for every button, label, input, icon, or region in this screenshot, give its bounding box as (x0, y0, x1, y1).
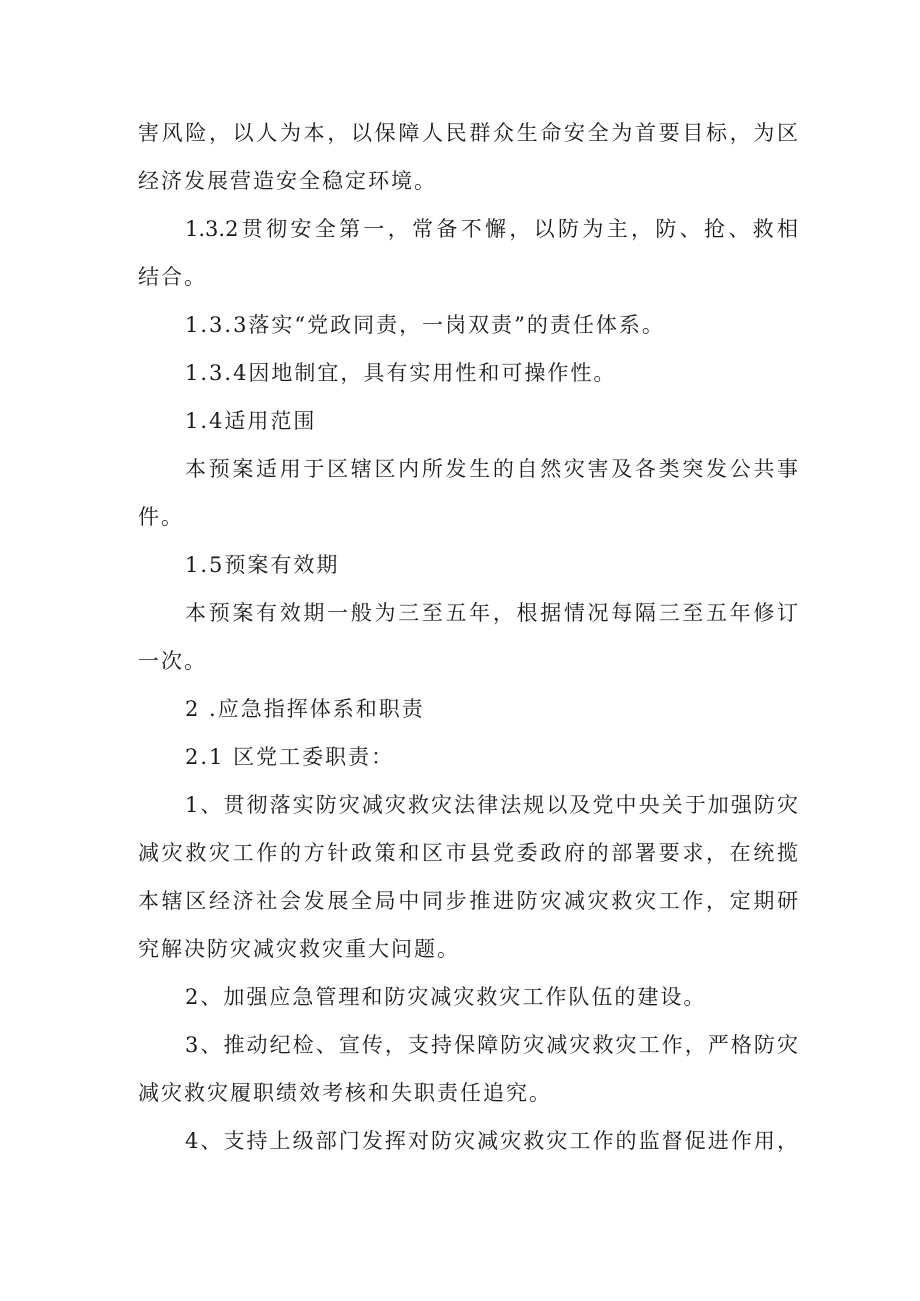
text-line-11: 本预案有效期一般为三至五年，根据情况每隔三至五年修订 (185, 601, 798, 625)
text-line-18: 究解决防灾减灾救灾重大问题。 (138, 937, 460, 961)
section-heading-1-5: 1.5预案有效期 (185, 553, 340, 577)
text-line-12: 一次。 (138, 649, 207, 673)
text-line-8: 本预案适用于区辖区内所发生的自然灾害及各类突发公共事 (185, 457, 798, 481)
text-line-6: 1.3.4因地制宜，具有实用性和可操作性。 (185, 361, 617, 385)
section-heading-2: 2 .应急指挥体系和职责 (185, 697, 425, 721)
text-line-21: 减灾救灾履职绩效考核和失职责任追究。 (138, 1081, 552, 1105)
section-heading-2-1: 2.1 区党工委职责： (185, 745, 395, 769)
section-heading-1-4: 1.4适用范围 (185, 409, 317, 433)
text-line-19: 2、加强应急管理和防灾减灾救灾工作队伍的建设。 (185, 985, 707, 1009)
text-line-15: 1、贯彻落实防灾减灾救灾法律法规以及党中央关于加强防灾 (185, 793, 798, 817)
text-line-9: 件。 (138, 505, 184, 529)
text-line-2: 经济发展营造安全稳定环境。 (138, 169, 437, 193)
text-line-3: 1.3.2贯彻安全第一，常备不懈，以防为主，防、抢、救相 (185, 217, 798, 241)
text-line-1: 害风险，以人为本，以保障人民群众生命安全为首要目标，为区 (138, 121, 798, 145)
text-line-17: 本辖区经济社会发展全局中同步推进防灾减灾救灾工作，定期研 (138, 889, 798, 913)
text-line-20: 3、推动纪检、宣传，支持保障防灾减灾救灾工作，严格防灾 (185, 1033, 798, 1057)
text-line-22: 4、支持上级部门发挥对防灾减灾救灾工作的监督促进作用， (185, 1129, 798, 1153)
text-line-4: 结合。 (138, 265, 207, 289)
text-line-5: 1.3.3落实“党政同责，一岗双责”的责任体系。 (185, 313, 665, 337)
text-line-16: 减灾救灾工作的方针政策和区市县党委政府的部署要求，在统揽 (138, 841, 798, 865)
